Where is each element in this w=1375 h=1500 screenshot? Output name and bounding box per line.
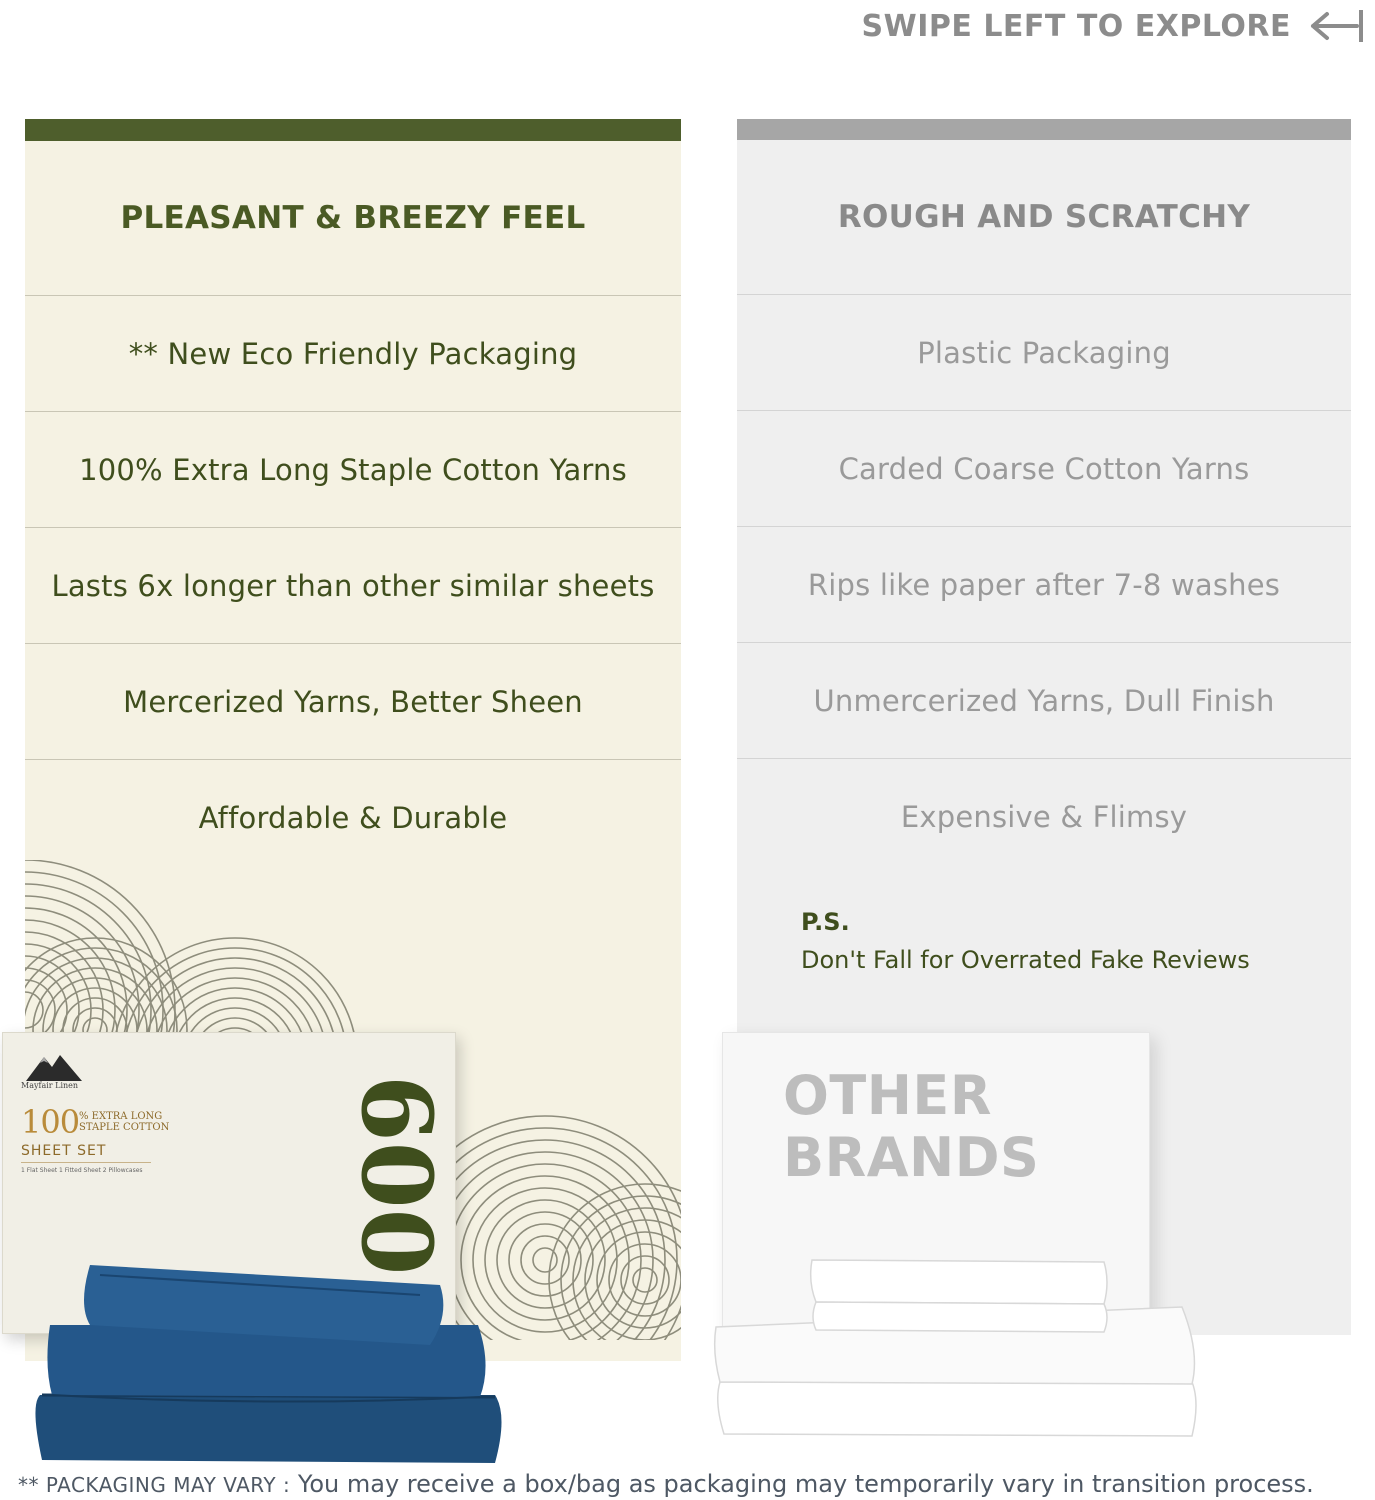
box-set-items: 1 Flat Sheet 1 Fitted Sheet 2 Pillowcases — [21, 1167, 143, 1174]
ps-note — [801, 903, 1250, 979]
mountain-logo-icon — [19, 1049, 89, 1083]
ps-title: P.S. — [801, 908, 850, 936]
mayfair-row — [25, 412, 681, 528]
other-feature: Carded Coarse Cotton Yarns — [838, 451, 1250, 486]
other-row — [737, 643, 1351, 759]
mayfair-feature: 100% Extra Long Staple Cotton Yarns — [79, 452, 627, 487]
other-brands-line1: OTHER — [783, 1064, 992, 1127]
box-percent-sub-1: % EXTRA LONG — [79, 1111, 163, 1122]
mayfair-header-row — [25, 141, 681, 296]
thread-count-text: 600 — [340, 1075, 453, 1276]
other-header-row — [737, 140, 1351, 295]
mayfair-feature: Affordable & Durable — [198, 801, 508, 835]
swipe-hint-label: SWIPE LEFT TO EXPLORE — [861, 8, 1291, 44]
other-brands-label — [783, 1065, 1039, 1189]
swipe-hint — [862, 6, 1365, 46]
ps-text: Don't Fall for Overrated Fake Reviews — [801, 946, 1250, 974]
box-brand: Mayfair Linen — [21, 1081, 79, 1090]
disclaimer-prefix: ** PACKAGING MAY VARY : — [18, 1473, 291, 1497]
box-set-label: SHEET SET — [21, 1143, 151, 1163]
mayfair-row — [25, 296, 681, 412]
other-row — [737, 295, 1351, 411]
mayfair-feature: ** New Eco Friendly Packaging — [128, 336, 578, 371]
other-brands-line2: BRANDS — [783, 1126, 1040, 1189]
packaging-disclaimer — [18, 1470, 1375, 1500]
blue-sheets-image — [30, 1245, 510, 1465]
other-header: ROUGH AND SCRATCHY — [837, 199, 1251, 235]
other-row — [737, 411, 1351, 527]
mayfair-row — [25, 644, 681, 760]
box-percent: 100 — [21, 1103, 80, 1141]
other-row — [737, 759, 1351, 875]
white-sheets-image — [712, 1252, 1202, 1442]
other-feature: Unmercerized Yarns, Dull Finish — [813, 683, 1275, 718]
mayfair-row — [25, 528, 681, 644]
mayfair-feature: Mercerized Yarns, Better Sheen — [123, 684, 583, 719]
other-feature: Expensive & Flimsy — [900, 800, 1188, 834]
mayfair-row — [25, 760, 681, 876]
other-row — [737, 527, 1351, 643]
mayfair-header: PLEASANT & BREEZY FEEL — [120, 200, 586, 236]
other-feature: Plastic Packaging — [917, 335, 1171, 370]
box-percent-sub-2: STAPLE COTTON — [79, 1122, 170, 1133]
disclaimer-text: You may receive a box/bag as packaging may temporarily vary in transition process. — [297, 1470, 1314, 1498]
box-percent-sub — [79, 1111, 169, 1133]
other-feature: Rips like paper after 7-8 washes — [807, 567, 1281, 602]
mayfair-feature: Lasts 6x longer than other similar sheets — [51, 568, 655, 603]
arrow-left-icon — [1309, 6, 1365, 46]
